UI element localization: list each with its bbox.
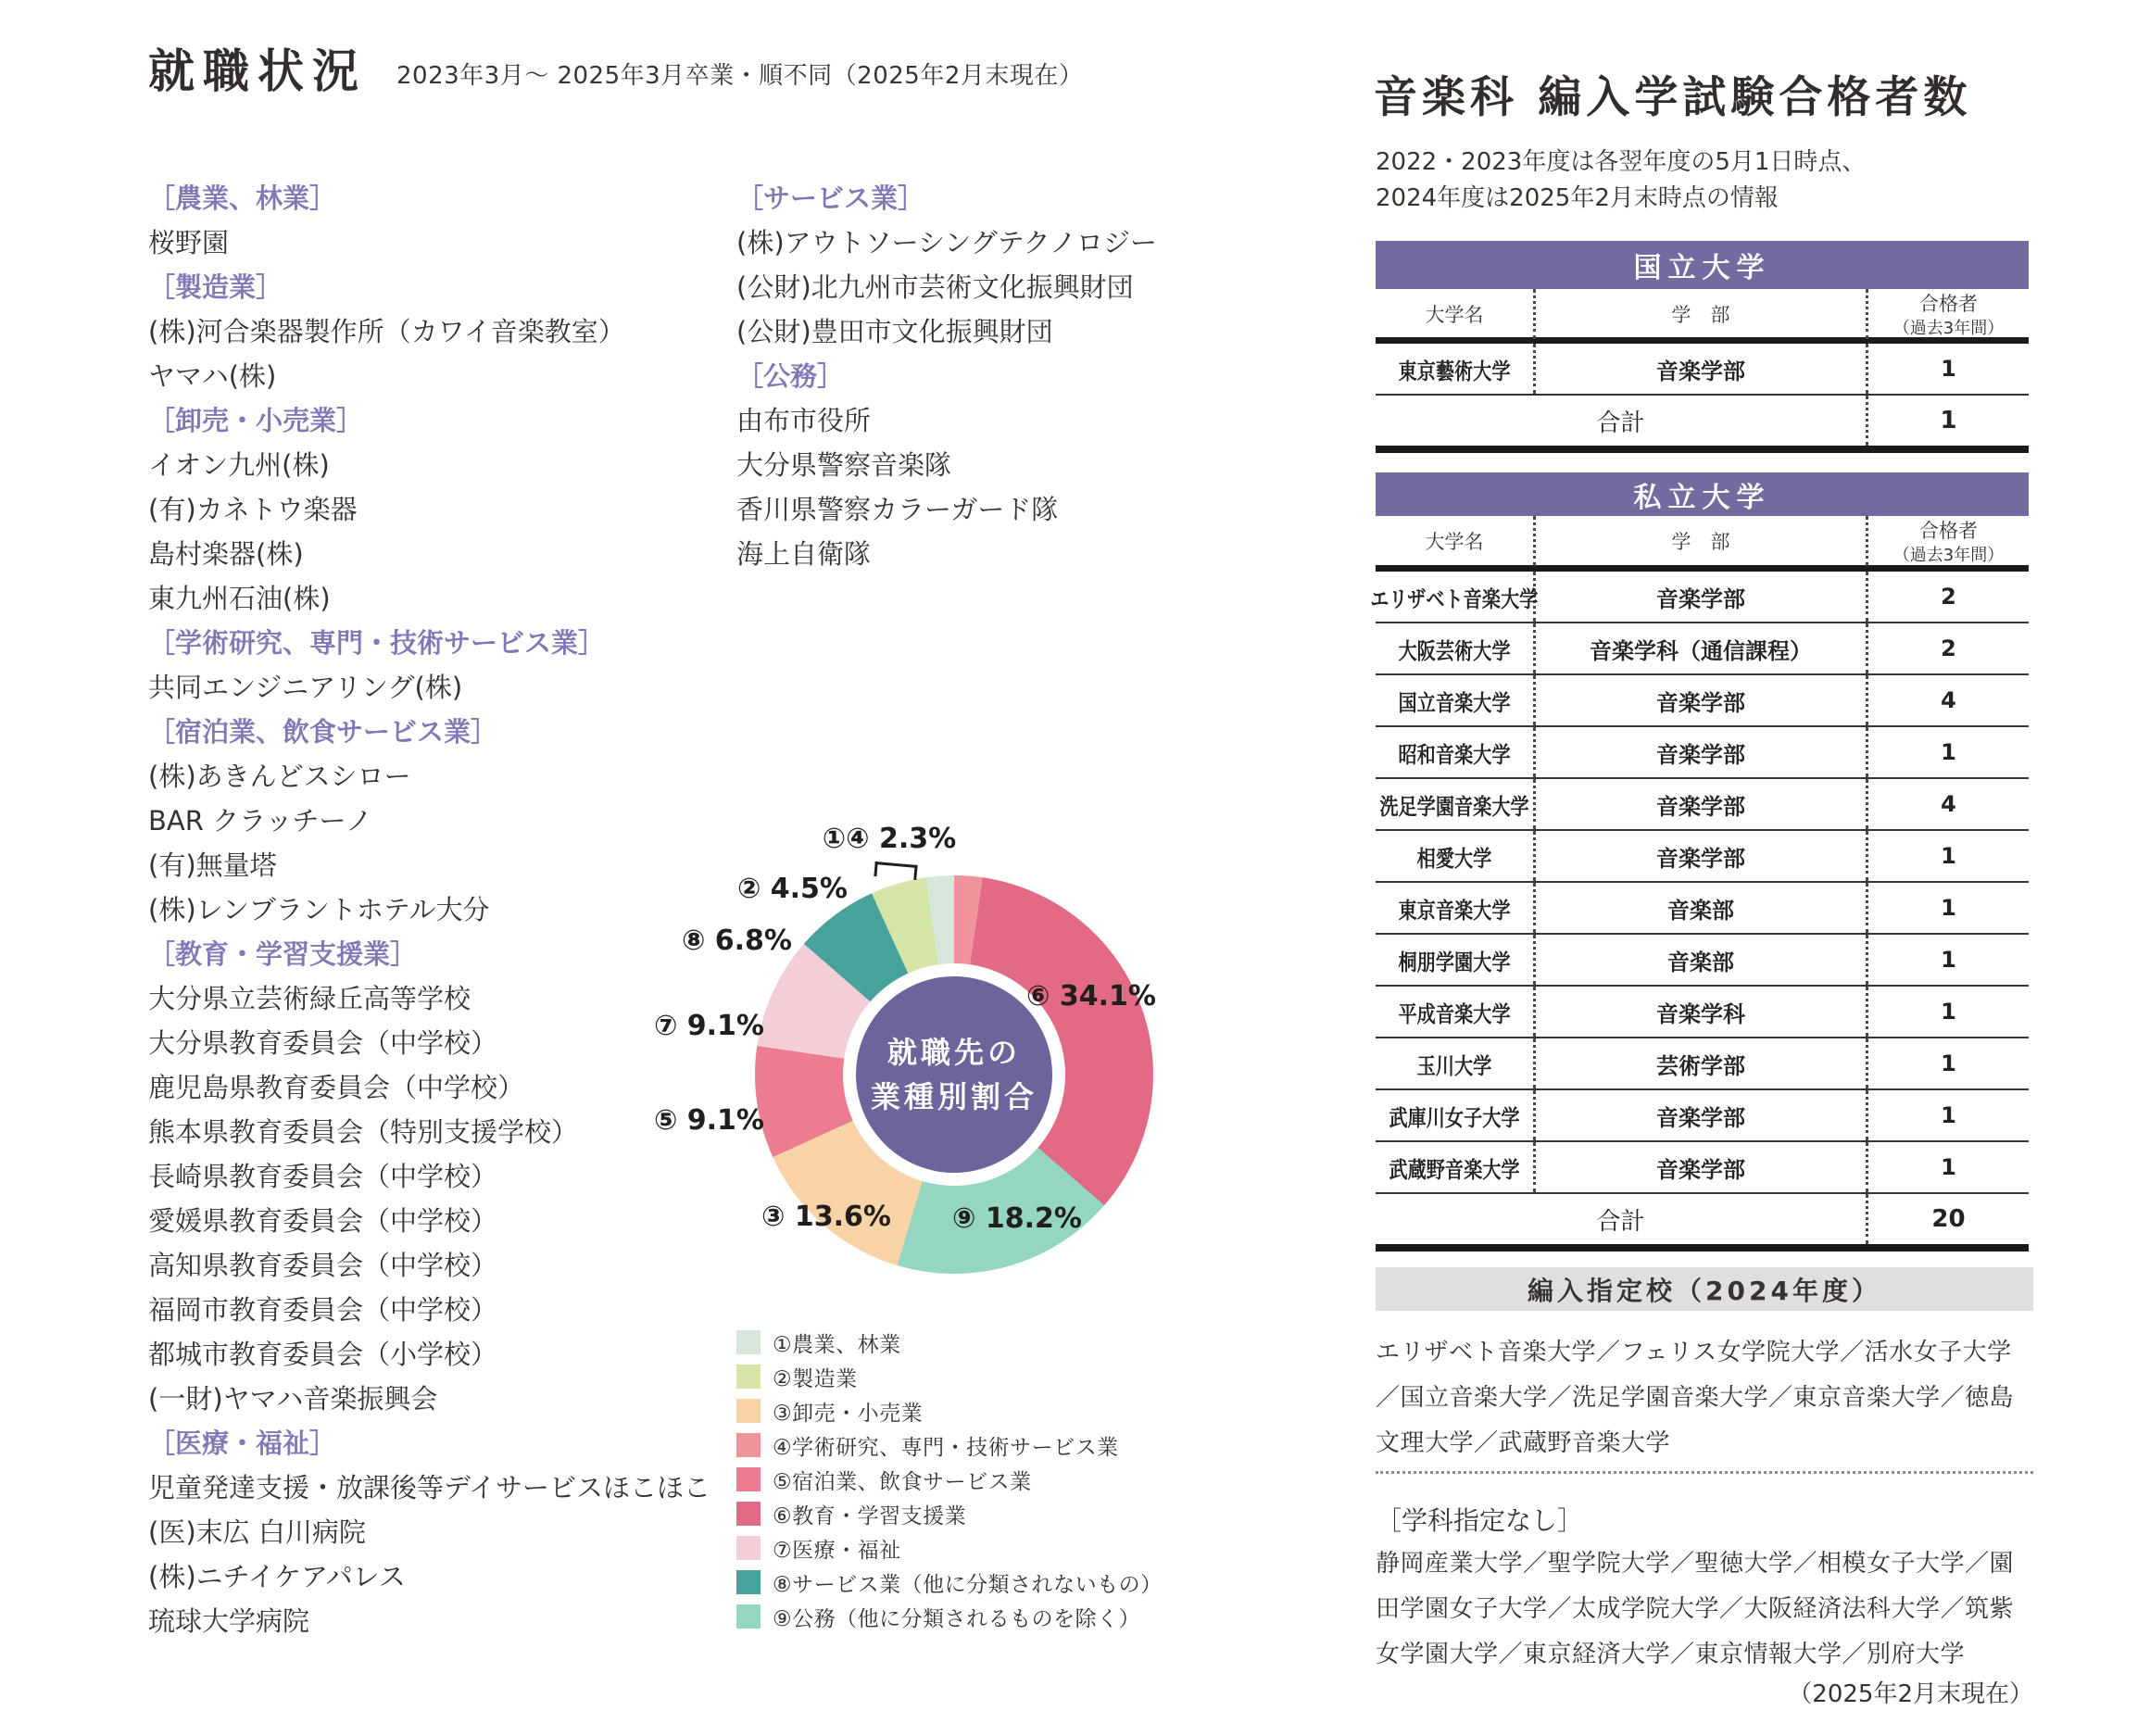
table-row [1376, 1038, 2029, 1090]
faculty-name: 音楽部 [1533, 935, 1866, 985]
legend-item: ③卸売・小売業 [736, 1399, 1163, 1423]
chart-label-8: ⑧ 6.8% [681, 925, 792, 957]
as-of-date: （2025年2月末現在） [1788, 1680, 2033, 1708]
university-name: 東京藝術大学 [1398, 358, 1511, 384]
passers-count: 2 [1866, 623, 2029, 673]
industry-category: ［製造業］ [148, 271, 283, 303]
faculty-name: 音楽学部 [1533, 1090, 1866, 1140]
university-name: 桐朋学園大学 [1398, 949, 1511, 975]
employer-item: (一財)ヤマハ音楽振興会 [148, 1383, 438, 1415]
chart-label-6: ⑥ 34.1% [1026, 980, 1156, 1013]
industry-category: ［学術研究、専門・技術サービス業］ [148, 627, 606, 659]
private-university-table [1370, 472, 2029, 1252]
table-banner-national: 国立大学 [1376, 241, 2029, 289]
legend-item: ④学術研究、専門・技術サービス業 [736, 1433, 1163, 1457]
legend-swatch [736, 1536, 761, 1560]
col-header-faculty: 学 部 [1533, 289, 1866, 339]
employer-item: 海上自衛隊 [736, 538, 872, 570]
employer-item: 福岡市教育委員会（中学校） [148, 1294, 498, 1326]
table-row [1376, 779, 2029, 831]
legend-swatch [736, 1433, 761, 1457]
employer-item: 児童発達支援・放課後等デイサービスほこほこ [148, 1472, 710, 1503]
table-row [1376, 675, 2029, 727]
legend-swatch [736, 1330, 761, 1354]
chart-legend [736, 1330, 1163, 1639]
university-name: 平成音楽大学 [1398, 1000, 1511, 1027]
national-university-table [1376, 241, 2029, 453]
employer-item: 桜野園 [148, 227, 230, 258]
passers-count: 4 [1866, 779, 2029, 829]
employer-item: (医)末広 白川病院 [148, 1516, 366, 1548]
legend-item: ⑨公務（他に分類されるものを除く） [736, 1604, 1163, 1629]
table-row [1376, 935, 2029, 987]
chart-label-2: ② 4.5% [736, 873, 848, 905]
table-row [1376, 987, 2029, 1038]
legend-item: ⑦医療・福祉 [736, 1536, 1163, 1560]
col-header-university: 大学名 [1425, 531, 1484, 553]
legend-item: ⑤宿泊業、飲食サービス業 [736, 1467, 1163, 1491]
chart-label-7: ⑦ 9.1% [653, 1010, 764, 1042]
passers-count: 1 [1866, 935, 2029, 985]
employer-item: 共同エンジニアリング(株) [148, 672, 463, 703]
legend-swatch [736, 1467, 761, 1491]
legend-item: ①農業、林業 [736, 1330, 1163, 1354]
industry-category: ［宿泊業、飲食サービス業］ [148, 716, 498, 748]
employer-item: 大分県教育委員会（中学校） [148, 1027, 498, 1059]
table-row [1376, 727, 2029, 779]
table-row [1376, 623, 2029, 675]
passers-count: 1 [1866, 831, 2029, 881]
university-name: 国立音楽大学 [1398, 689, 1511, 716]
faculty-name: 音楽学科（通信課程） [1533, 623, 1866, 673]
total-label: 合計 [1596, 409, 1645, 437]
chart-label-3: ③ 13.6% [761, 1201, 891, 1233]
faculty-name: 音楽部 [1533, 883, 1866, 933]
legend-swatch [736, 1365, 761, 1389]
university-name: 武蔵野音楽大学 [1389, 1156, 1520, 1183]
industry-category: ［教育・学習支援業］ [148, 938, 418, 970]
employment-list-column-1 [148, 176, 732, 1643]
employment-header [148, 44, 1084, 98]
designated-schools-banner: 編入指定校（2024年度） [1376, 1267, 2033, 1311]
table-total-row [1376, 396, 2029, 453]
employment-subtitle: 2023年3月～ 2025年3月卒業・順不同（2025年2月末現在） [396, 62, 1084, 90]
employer-item: 琉球大学病院 [148, 1605, 310, 1637]
passers-count: 1 [1866, 344, 2029, 394]
exam-note: 2022・2023年度は各翌年度の5月1日時点、 2024年度は2025年2月末時点の情報 [1376, 148, 1867, 212]
dotted-divider [1376, 1471, 2033, 1474]
donut-center-label: 就職先の 業種別割合 [856, 976, 1052, 1173]
no-department-schools-list: 静岡産業大学／聖学院大学／聖徳大学／相模女子大学／園田学園女子大学／太成学院大学／大阪経済法科大学／筑紫女学園大学／東京経済大学／東京情報大学／別府大学 [1376, 1550, 2015, 1668]
employer-item: (有)カネトウ楽器 [148, 494, 358, 525]
table-row [1376, 831, 2029, 883]
faculty-name: 音楽学部 [1533, 344, 1866, 394]
university-name: 大阪芸術大学 [1398, 637, 1511, 664]
employer-item: 香川県警察カラーガード隊 [736, 494, 1059, 525]
university-name: 東京音楽大学 [1398, 897, 1511, 924]
university-name: 玉川大学 [1416, 1052, 1492, 1079]
faculty-name: 音楽学部 [1533, 1142, 1866, 1192]
exam-title: 音楽科 編入学試験合格者数 [1374, 72, 1972, 123]
faculty-name: 音楽学部 [1533, 572, 1866, 622]
employer-item: 大分県立芸術緑丘高等学校 [148, 983, 471, 1014]
chart-label-1-4: ①④ 2.3% [822, 823, 957, 855]
employer-item: (株)アウトソーシングテクノロジー [736, 227, 1158, 258]
designated-schools-list: エリザベト音楽大学／フェリス女学院大学／活水女子大学／国立音楽大学／洗足学園音楽大学／東京音楽大学／徳島文理大学／武蔵野音楽大学 [1376, 1339, 2015, 1457]
passers-count: 1 [1866, 1142, 2029, 1192]
passers-count: 1 [1866, 1090, 2029, 1140]
no-department-label: ［学科指定なし］ [1376, 1505, 1584, 1536]
employer-item: 大分県警察音楽隊 [736, 449, 952, 481]
employment-title: 就職状況 [148, 44, 367, 98]
employer-item: 愛媛県教育委員会（中学校） [148, 1205, 498, 1237]
table-row [1376, 1142, 2029, 1194]
employer-item: 由布市役所 [736, 405, 872, 436]
faculty-name: 音楽学科 [1533, 987, 1866, 1037]
university-name: 武庫川女子大学 [1389, 1104, 1520, 1131]
col-header-university: 大学名 [1425, 304, 1484, 326]
total-value: 1 [1866, 396, 2029, 446]
passers-count: 2 [1866, 572, 2029, 622]
employer-item: 鹿児島県教育委員会（中学校） [148, 1072, 525, 1103]
legend-item: ⑥教育・学習支援業 [736, 1502, 1163, 1526]
table-header-row [1376, 516, 2029, 572]
employer-item: (株)あきんどスシロー [148, 761, 411, 792]
industry-category: ［卸売・小売業］ [148, 405, 364, 436]
employer-item: イオン九州(株) [148, 449, 330, 481]
table-row [1376, 1090, 2029, 1142]
university-name: 洗足学園音楽大学 [1379, 793, 1529, 820]
employer-item: 熊本県教育委員会（特別支援学校） [148, 1116, 579, 1148]
table-row [1376, 344, 2029, 396]
passers-count: 1 [1866, 883, 2029, 933]
employer-item: (株)レンブラントホテル大分 [148, 894, 490, 925]
table-banner-private: 私立大学 [1376, 472, 2029, 516]
passers-count: 1 [1866, 1038, 2029, 1088]
legend-swatch [736, 1604, 761, 1629]
employer-item: ヤマハ(株) [148, 360, 277, 392]
table-row [1376, 883, 2029, 935]
university-name: 昭和音楽大学 [1398, 741, 1511, 768]
legend-swatch [736, 1399, 761, 1423]
faculty-name: 音楽学部 [1533, 727, 1866, 777]
employer-item: (公財)北九州市芸術文化振興財団 [736, 271, 1134, 303]
employer-item: 長崎県教育委員会（中学校） [148, 1161, 498, 1192]
total-label: 合計 [1596, 1207, 1645, 1236]
employer-item: (株)ニチイケアパレス [148, 1561, 406, 1592]
employer-item: 東九州石油(株) [148, 583, 331, 614]
chart-label-bracket [874, 862, 917, 880]
industry-category: ［医療・福祉］ [148, 1428, 337, 1459]
col-header-faculty: 学 部 [1533, 516, 1866, 566]
faculty-name: 音楽学部 [1533, 831, 1866, 881]
chart-label-5: ⑤ 9.1% [653, 1104, 764, 1137]
total-value: 20 [1866, 1194, 2029, 1244]
industry-category: ［公務］ [736, 360, 845, 392]
passers-count: 1 [1866, 727, 2029, 777]
table-header-row [1376, 289, 2029, 344]
employer-item: 都城市教育委員会（小学校） [148, 1339, 498, 1370]
employer-item: (公財)豊田市文化振興財団 [736, 316, 1053, 347]
passers-count: 1 [1866, 987, 2029, 1037]
legend-swatch [736, 1502, 761, 1526]
employer-item: (株)河合楽器製作所（カワイ音楽教室） [148, 316, 625, 347]
col-header-passers: 合格者 （過去3年間） [1866, 289, 2029, 339]
legend-item: ⑧サービス業（他に分類されないもの） [736, 1570, 1163, 1594]
employer-item: 島村楽器(株) [148, 538, 304, 570]
university-name: エリザベト音楽大学 [1370, 585, 1539, 612]
table-row [1370, 572, 2029, 623]
employer-item: BAR クラッチーノ [148, 805, 372, 837]
legend-swatch [736, 1570, 761, 1594]
table-total-row [1376, 1194, 2029, 1252]
chart-label-9: ⑨ 18.2% [952, 1202, 1082, 1235]
passers-count: 4 [1866, 675, 2029, 725]
university-name: 相愛大学 [1416, 845, 1492, 872]
col-header-passers: 合格者 （過去3年間） [1866, 516, 2029, 566]
legend-item: ②製造業 [736, 1365, 1163, 1389]
employer-item: 高知県教育委員会（中学校） [148, 1250, 498, 1281]
faculty-name: 音楽学部 [1533, 779, 1866, 829]
faculty-name: 音楽学部 [1533, 675, 1866, 725]
industry-category: ［サービス業］ [736, 182, 925, 214]
industry-category: ［農業、林業］ [148, 182, 337, 214]
employer-item: (有)無量塔 [148, 849, 277, 881]
employment-list-column-2 [736, 176, 1255, 576]
faculty-name: 芸術学部 [1533, 1038, 1866, 1088]
